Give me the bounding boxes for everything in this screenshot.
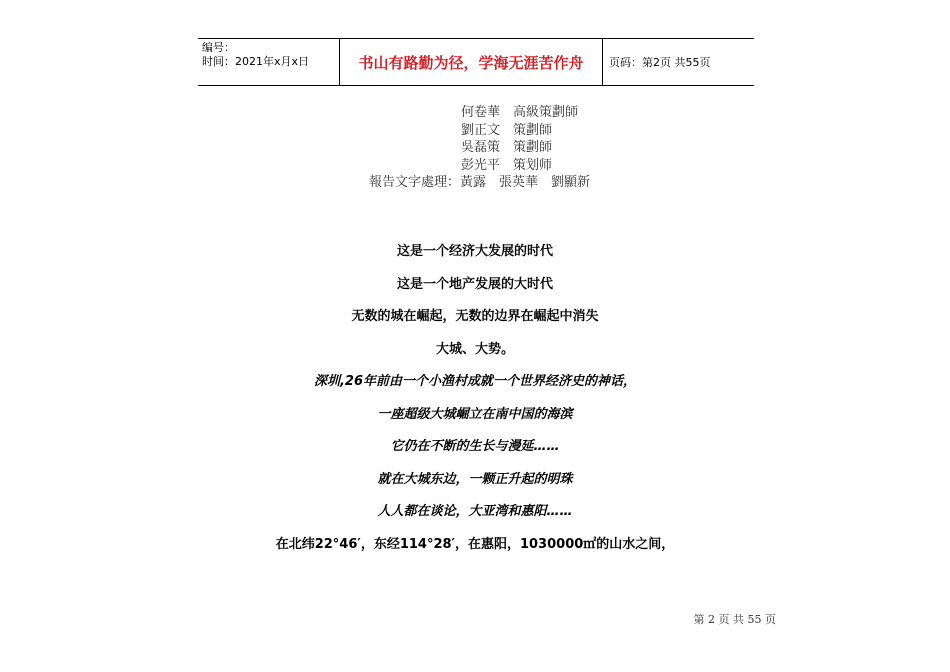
body-line: 深圳,26年前由一个小渔村成就一个世界经济史的神话， [313, 374, 637, 389]
credit-line: 彭光平 策划师 [461, 157, 553, 173]
credit-line: 劉正文 策劃師 [461, 122, 553, 138]
body-line: 这是一个地产发展的大时代 [396, 276, 553, 292]
motto-text: 书山有路勤为径，学海无涯苦作舟 [358, 53, 584, 72]
time-label: 时间：2021年x月x日 [202, 55, 310, 68]
body-line: 这是一个经济大发展的时代 [396, 244, 553, 259]
credit-line: 報告文字處理：黃露 張英華 劉顯新 [369, 175, 591, 190]
number-label: 编号： [202, 41, 235, 54]
page-code-text: 页码：第2页 共55页 [609, 56, 711, 69]
body-line: 就在大城东边，一颗正升起的明珠 [377, 471, 573, 487]
header-page-cell [603, 39, 754, 85]
body-line: 一座超级大城崛立在南中国的海滨 [377, 406, 573, 422]
page-footer: 第 2 页 共 55 页 [693, 613, 776, 626]
header-table [198, 38, 754, 86]
body-line: 它仍在不断的生长与漫延…… [390, 439, 560, 454]
header-motto-cell [340, 39, 603, 85]
body-line: 无数的城在崛起，无数的边界在崛起中消失 [351, 309, 599, 324]
credit-line: 何卷華 高級策劃師 [461, 105, 579, 120]
header-meta-cell [198, 39, 340, 85]
body-line: 大城、大势。 [435, 341, 514, 357]
body-line: 在北纬22°46′，东经114°28′，在惠阳，1030000㎡的山水之间， [275, 536, 675, 552]
body-line: 人人都在谈论，大亚湾和惠阳…… [377, 504, 573, 519]
credit-line: 吳磊策 策劃師 [461, 140, 553, 155]
